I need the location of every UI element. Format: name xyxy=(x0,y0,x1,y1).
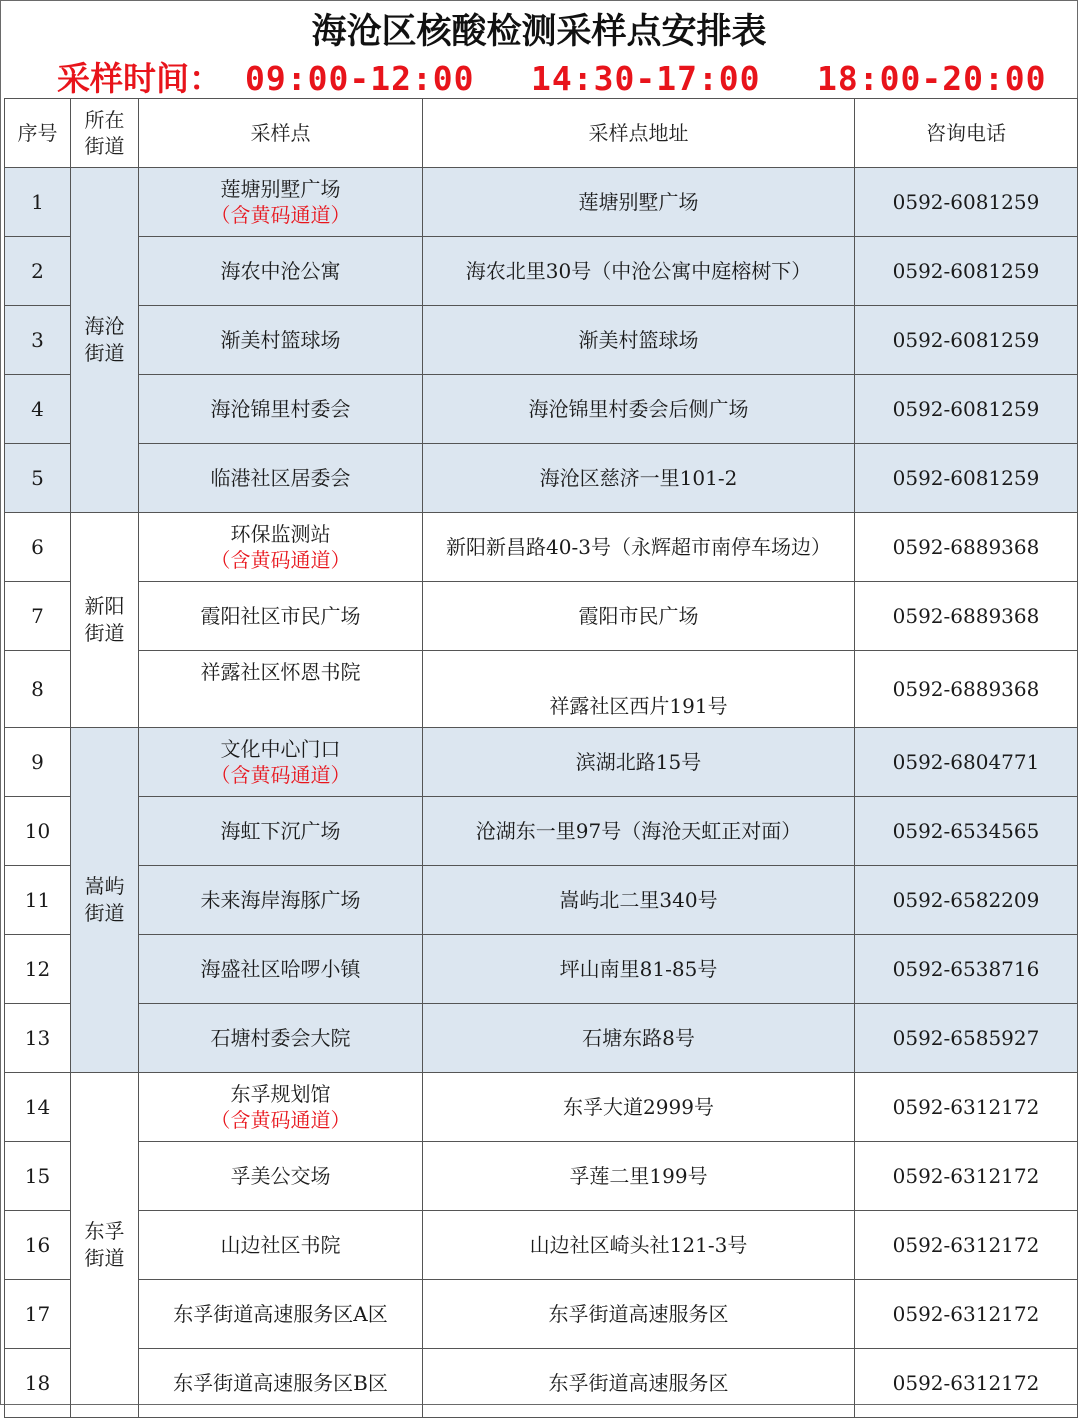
time-slot-evening: 18:00-20:00 xyxy=(817,59,1047,98)
phone-cell: 0592-6081259 xyxy=(855,168,1078,237)
row-no: 5 xyxy=(5,444,71,513)
address-cell: 渐美村篮球场 xyxy=(423,306,855,375)
row-no: 17 xyxy=(5,1280,71,1349)
header-no: 序号 xyxy=(5,99,71,168)
yellow-code-note: （含黄码通道） xyxy=(210,548,351,572)
phone-cell: 0592-6081259 xyxy=(855,444,1078,513)
row-no: 14 xyxy=(5,1073,71,1142)
table-header-row xyxy=(5,99,1078,168)
street-line2: 街道 xyxy=(84,621,125,645)
row-no: 11 xyxy=(5,866,71,935)
table-row xyxy=(5,375,1078,444)
page-title: 海沧区核酸检测采样点安排表 xyxy=(311,11,767,52)
street-cell-songyu xyxy=(71,728,139,1073)
street-line1: 新阳 xyxy=(84,594,125,618)
yellow-code-note: （含黄码通道） xyxy=(210,763,351,787)
site-cell: 海农中沧公寓 xyxy=(139,237,423,306)
phone-cell: 0592-6804771 xyxy=(855,728,1078,797)
table-row xyxy=(5,651,1078,728)
table-row xyxy=(5,935,1078,1004)
site-name: 环保监测站 xyxy=(230,522,331,546)
sampling-site-table xyxy=(4,98,1078,1418)
address-cell: 海农北里30号（中沧公寓中庭榕树下） xyxy=(423,237,855,306)
site-cell: 海盛社区哈啰小镇 xyxy=(139,935,423,1004)
table-row xyxy=(5,306,1078,375)
row-no: 3 xyxy=(5,306,71,375)
address-cell: 坪山南里81-85号 xyxy=(423,935,855,1004)
address-cell: 滨湖北路15号 xyxy=(423,728,855,797)
table-row xyxy=(5,444,1078,513)
site-cell: 临港社区居委会 xyxy=(139,444,423,513)
phone-cell: 0592-6081259 xyxy=(855,375,1078,444)
site-cell: 海沧锦里村委会 xyxy=(139,375,423,444)
address-cell: 海沧锦里村委会后侧广场 xyxy=(423,375,855,444)
time-slot-afternoon: 14:30-17:00 xyxy=(531,59,761,98)
address-cell: 东孚大道2999号 xyxy=(423,1073,855,1142)
site-cell xyxy=(139,728,423,797)
header-street-line1: 所在 xyxy=(84,108,125,132)
sampling-time-label: 采样时间： xyxy=(57,59,222,98)
header-address: 采样点地址 xyxy=(423,99,855,168)
site-cell: 海虹下沉广场 xyxy=(139,797,423,866)
row-no: 8 xyxy=(5,651,71,728)
site-cell: 东孚街道高速服务区B区 xyxy=(139,1349,423,1418)
site-cell xyxy=(139,513,423,582)
phone-cell: 0592-6312172 xyxy=(855,1142,1078,1211)
site-name: 文化中心门口 xyxy=(220,737,341,761)
table-row xyxy=(5,513,1078,582)
table-row xyxy=(5,866,1078,935)
site-name: 东孚规划馆 xyxy=(230,1082,331,1106)
street-line1: 海沧 xyxy=(84,314,125,338)
street-line2: 街道 xyxy=(84,901,125,925)
site-cell xyxy=(139,1073,423,1142)
site-cell: 渐美村篮球场 xyxy=(139,306,423,375)
phone-cell: 0592-6534565 xyxy=(855,797,1078,866)
address-cell: 新阳新昌路40-3号（永辉超市南停车场边） xyxy=(423,513,855,582)
site-cell: 孚美公交场 xyxy=(139,1142,423,1211)
row-no: 18 xyxy=(5,1349,71,1418)
header-street xyxy=(71,99,139,168)
phone-cell: 0592-6312172 xyxy=(855,1280,1078,1349)
phone-cell: 0592-6582209 xyxy=(855,866,1078,935)
row-no: 16 xyxy=(5,1211,71,1280)
street-cell-dongfu xyxy=(71,1073,139,1418)
header-site: 采样点 xyxy=(139,99,423,168)
row-no: 7 xyxy=(5,582,71,651)
address-cell: 石塘东路8号 xyxy=(423,1004,855,1073)
address-cell: 嵩屿北二里340号 xyxy=(423,866,855,935)
street-line1: 嵩屿 xyxy=(84,874,125,898)
address-cell: 孚莲二里199号 xyxy=(423,1142,855,1211)
site-cell: 未来海岸海豚广场 xyxy=(139,866,423,935)
street-line2: 街道 xyxy=(84,1246,125,1270)
row-no: 13 xyxy=(5,1004,71,1073)
row-no: 2 xyxy=(5,237,71,306)
site-cell: 石塘村委会大院 xyxy=(139,1004,423,1073)
phone-cell: 0592-6312172 xyxy=(855,1349,1078,1418)
address-cell: 霞阳市民广场 xyxy=(423,582,855,651)
street-line1: 东孚 xyxy=(84,1219,125,1243)
street-line2: 街道 xyxy=(84,341,125,365)
phone-cell: 0592-6889368 xyxy=(855,582,1078,651)
sampling-time-row xyxy=(1,57,1077,99)
table-row xyxy=(5,1073,1078,1142)
site-cell: 山边社区书院 xyxy=(139,1211,423,1280)
table-row xyxy=(5,168,1078,237)
table-row xyxy=(5,237,1078,306)
row-no: 12 xyxy=(5,935,71,1004)
row-no: 15 xyxy=(5,1142,71,1211)
row-no: 6 xyxy=(5,513,71,582)
street-cell-xinyang xyxy=(71,513,139,728)
table-row xyxy=(5,797,1078,866)
site-cell: 祥露社区怀恩书院 xyxy=(139,651,423,728)
phone-cell: 0592-6312172 xyxy=(855,1073,1078,1142)
address-cell: 海沧区慈济一里101-2 xyxy=(423,444,855,513)
phone-cell: 0592-6312172 xyxy=(855,1211,1078,1280)
address-cell: 莲塘别墅广场 xyxy=(423,168,855,237)
table-row xyxy=(5,1280,1078,1349)
table-row xyxy=(5,1142,1078,1211)
row-no: 9 xyxy=(5,728,71,797)
row-no: 10 xyxy=(5,797,71,866)
row-no: 1 xyxy=(5,168,71,237)
phone-cell: 0592-6889368 xyxy=(855,513,1078,582)
address-cell: 祥露社区西片191号 xyxy=(423,651,855,728)
phone-cell: 0592-6889368 xyxy=(855,651,1078,728)
site-name: 莲塘别墅广场 xyxy=(220,177,341,201)
address-cell: 山边社区崎头社121-3号 xyxy=(423,1211,855,1280)
yellow-code-note: （含黄码通道） xyxy=(210,1108,351,1132)
phone-cell: 0592-6585927 xyxy=(855,1004,1078,1073)
site-cell: 霞阳社区市民广场 xyxy=(139,582,423,651)
table-row xyxy=(5,728,1078,797)
site-cell: 东孚街道高速服务区A区 xyxy=(139,1280,423,1349)
address-cell: 东孚街道高速服务区 xyxy=(423,1280,855,1349)
yellow-code-note: （含黄码通道） xyxy=(210,203,351,227)
street-cell-haicang xyxy=(71,168,139,513)
table-row xyxy=(5,1349,1078,1418)
header-phone: 咨询电话 xyxy=(855,99,1078,168)
phone-cell: 0592-6081259 xyxy=(855,237,1078,306)
address-cell: 沧湖东一里97号（海沧天虹正对面） xyxy=(423,797,855,866)
table-row xyxy=(5,1004,1078,1073)
table-row xyxy=(5,1211,1078,1280)
address-cell: 东孚街道高速服务区 xyxy=(423,1349,855,1418)
table-row xyxy=(5,582,1078,651)
site-cell xyxy=(139,168,423,237)
header-street-line2: 街道 xyxy=(84,134,125,158)
phone-cell: 0592-6081259 xyxy=(855,306,1078,375)
row-no: 4 xyxy=(5,375,71,444)
phone-cell: 0592-6538716 xyxy=(855,935,1078,1004)
time-slot-morning: 09:00-12:00 xyxy=(245,59,475,98)
